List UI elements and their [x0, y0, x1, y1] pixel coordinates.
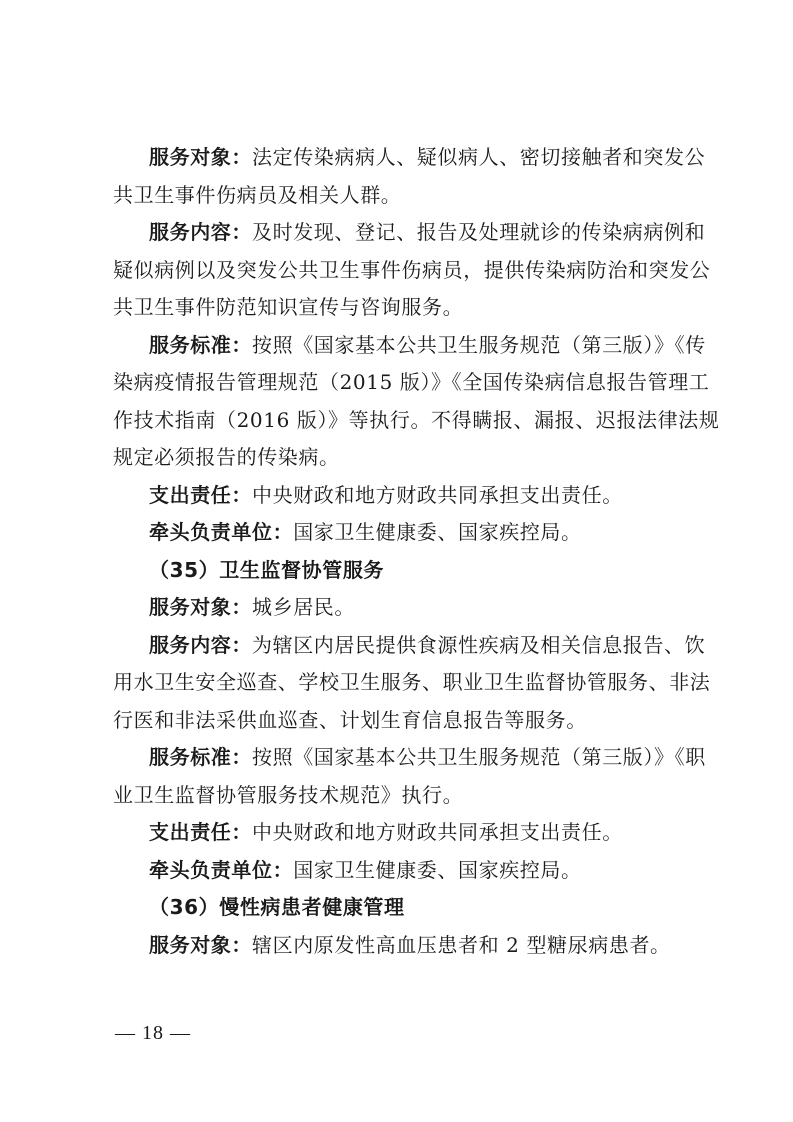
text: 城乡居民。	[252, 595, 355, 619]
section-heading-36: （36）慢性病患者健康管理	[149, 895, 405, 919]
paragraph-line: 业卫生监督协管服务技术规范》执行。	[113, 782, 464, 807]
paragraph-line	[113, 327, 706, 365]
paragraph-line: 作技术指南（2016 版）》等执行。不得瞒报、漏报、迟报法律法规	[113, 407, 720, 432]
paragraph-line: 规定必须报告的传染病。	[113, 445, 340, 469]
label-lead-unit: 牵头负责单位：	[149, 520, 294, 544]
paragraph-line	[113, 627, 706, 665]
paragraph-line	[113, 514, 687, 552]
document-body	[113, 139, 720, 964]
paragraph-line: 共卫生事件防范知识宣传与咨询服务。	[113, 295, 464, 319]
label-service-target: 服务对象：	[149, 595, 252, 619]
label-service-standard: 服务标准：	[149, 332, 252, 357]
text: 国家卫生健康委、国家疾控局。	[293, 520, 582, 544]
paragraph-line	[113, 477, 687, 515]
text: 按照《国家基本公共卫生服务规范（第三版）》《职	[252, 745, 706, 769]
text: 按照《国家基本公共卫生服务规范（第三版）》《传	[252, 332, 706, 357]
label-service-target: 服务对象：	[149, 932, 252, 957]
paragraph-line: 共卫生事件伤病员及相关人群。	[113, 182, 402, 207]
label-expenditure: 支出责任：	[149, 820, 252, 844]
label-service-standard: 服务标准：	[149, 745, 252, 769]
paragraph-line: 用水卫生安全巡查、学校卫生服务、职业卫生监督协管服务、非法	[113, 670, 711, 694]
text: 国家卫生健康委、国家疾控局。	[293, 857, 582, 882]
label-expenditure: 支出责任：	[149, 482, 252, 507]
paragraph-line: 疑似病例以及突发公共卫生事件伤病员，提供传染病防治和突发公	[113, 257, 711, 282]
paragraph-line	[113, 214, 706, 252]
label-service-content: 服务内容：	[149, 220, 252, 244]
label-lead-unit: 牵头负责单位：	[149, 857, 294, 882]
text: 为辖区内居民提供食源性疾病及相关信息报告、饮	[252, 632, 706, 657]
paragraph-line	[113, 589, 687, 627]
paragraph-line	[113, 814, 687, 852]
section-heading-35: （35）卫生监督协管服务	[149, 557, 385, 582]
label-service-content: 服务内容：	[149, 632, 252, 657]
page-number: — 18 —	[115, 1022, 191, 1044]
paragraph-line	[113, 739, 706, 777]
text: 辖区内原发性高血压患者和 2 型糖尿病患者。	[252, 932, 671, 957]
text: 法定传染病病人、疑似病人、密切接触者和突发公	[252, 145, 706, 169]
paragraph-line: 行医和非法采供血巡查、计划生育信息报告等服务。	[113, 707, 587, 732]
label-service-target: 服务对象：	[149, 145, 252, 169]
paragraph-line	[113, 139, 706, 177]
paragraph-line	[113, 927, 687, 965]
text: 及时发现、登记、报告及处理就诊的传染病病例和	[252, 220, 706, 244]
text: 中央财政和地方财政共同承担支出责任。	[252, 820, 623, 844]
text: 中央财政和地方财政共同承担支出责任。	[252, 482, 623, 507]
paragraph-line: 染病疫情报告管理规范（2015 版）》《全国传染病信息报告管理工	[113, 370, 710, 394]
paragraph-line	[113, 852, 687, 890]
